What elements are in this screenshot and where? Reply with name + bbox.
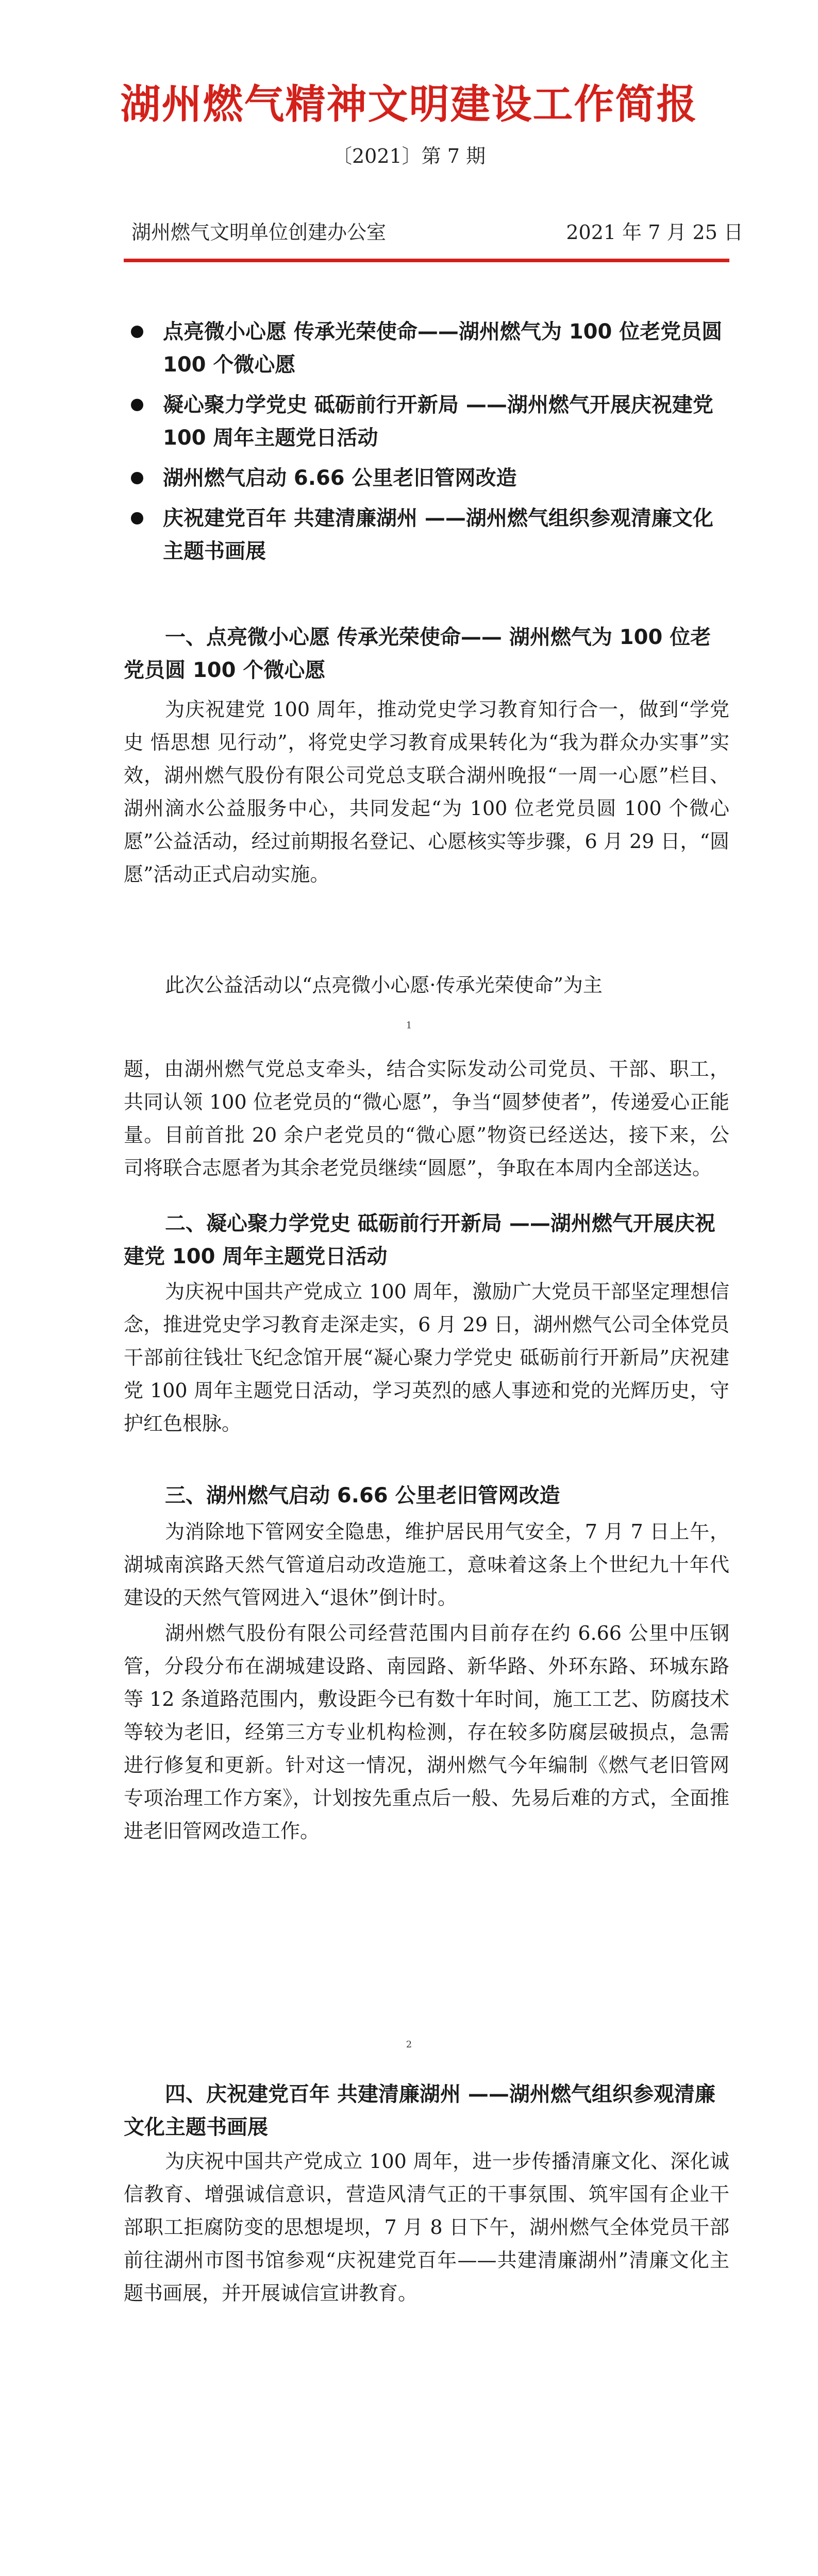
toc-item (128, 502, 726, 568)
toc-item (128, 388, 726, 454)
issue-date: 2021 年 7 月 25 日 (566, 221, 743, 244)
table-of-contents (128, 315, 726, 575)
section-1-paragraph: 为庆祝建党 100 周年，推动党史学习教育知行合一，做到“学党史 悟思想 见行动”，将党史学习教育成果转化为“我为群众办实事”实效，湖州燃气股份有限公司党总支联合湖州晚报“一周一心愿”栏目、湖州滴水公益服务中心，共同发起“为 100 位老党员圆 100 个微心愿”公益活动，经过前期报名登记、心愿核实等步骤，6 月 29 日，“圆愿”活动正式启动实施。 (124, 698, 729, 886)
section-1-paragraph: 此次公益活动以“点亮微小心愿·传承光荣使命”为主 (165, 974, 603, 996)
section-3-paragraph: 为消除地下管网安全隐患，维护居民用气安全，7 月 7 日上午，湖城南滨路天然气管道启动改造施工，意味着这条上个世纪九十年代建设的天然气管网进入“退休”倒计时。 (124, 1520, 729, 1609)
section-1-paragraph-continued: 题，由湖州燃气党总支牵头，结合实际发动公司党员、干部、职工，共同认领 100 位老党员的“微心愿”，争当“圆梦使者”，传递爱心正能量。目前首批 20 余户老党员的“微心愿”物资已经送达，接下来，公司将联合志愿者为其余老党员继续“圆愿”，争取在本周内全部送达。 (124, 1058, 729, 1179)
bullet-icon (131, 326, 143, 338)
page-2 (0, 1037, 818, 2057)
bullet-icon (131, 472, 143, 484)
section-2-paragraph: 为庆祝中国共产党成立 100 周年，激励广大党员干部坚定理想信念，推进党史学习教育走深走实，6 月 29 日，湖州燃气公司全体党员干部前往钱壮飞纪念馆开展“凝心聚力学党史 砥砺前行开新局”庆祝建党 100 周年主题党日活动，学习英烈的感人事迹和党的光辉历史，守护红色根脉。 (124, 1280, 729, 1435)
newsletter-title: 湖州燃气精神文明建设工作简报 (120, 81, 698, 128)
issuing-office: 湖州燃气文明单位创建办公室 (131, 221, 387, 244)
section-2-heading: 二、凝心聚力学党史 砥砺前行开新局 ——湖州燃气开展庆祝建党 100 周年主题党日活动 (124, 1212, 715, 1268)
page-number: 2 (406, 2039, 412, 2050)
toc-item-text: 凝心聚力学党史 砥砺前行开新局 ——湖州燃气开展庆祝建党 100 周年主题党日活动 (163, 393, 713, 450)
toc-item (128, 315, 726, 381)
toc-item-text: 庆祝建党百年 共建清廉湖州 ——湖州燃气组织参观清廉文化主题书画展 (163, 506, 713, 563)
section-3-heading: 三、湖州燃气启动 6.66 公里老旧管网改造 (165, 1484, 560, 1507)
section-3-paragraph: 湖州燃气股份有限公司经营范围内目前存在约 6.66 公里中压钢管，分段分布在湖城建设路、南园路、新华路、外环东路、环城东路等 12 条道路范围内，敷设距今已有数十年时间，施工工艺、防腐技术等较为老旧，经第三方专业机构检测，存在较多防腐层破损点，急需进行修复和更新。针对这一情况，湖州燃气今年编制《燃气老旧管网专项治理工作方案》，计划按先重点后一般、先易后难的方式，全面推进老旧管网改造工作。 (124, 1622, 729, 1842)
toc-item-text: 湖州燃气启动 6.66 公里老旧管网改造 (163, 466, 517, 490)
toc-item-text: 点亮微小心愿 传承光荣使命——湖州燃气为 100 位老党员圆 100 个微心愿 (163, 320, 723, 377)
bullet-icon (131, 512, 143, 524)
section-1-heading: 一、点亮微小心愿 传承光荣使命—— 湖州燃气为 100 位老党员圆 100 个微心愿 (124, 625, 711, 682)
bullet-icon (131, 399, 143, 411)
issue-number: 〔2021〕第 7 期 (332, 145, 486, 167)
red-divider (124, 259, 729, 262)
section-4-paragraph: 为庆祝中国共产党成立 100 周年，进一步传播清廉文化、深化诚信教育、增强诚信意识，营造风清气正的干事氛围、筑牢国有企业干部职工拒腐防变的思想堤坝，7 月 8 日下午，湖州燃气全体党员干部前往湖州市图书馆参观“庆祝建党百年——共建清廉湖州”清廉文化主题书画展，并开展诚信宣讲教育。 (124, 2150, 729, 2304)
toc-item (128, 462, 726, 495)
section-4-heading: 四、庆祝建党百年 共建清廉湖州 ——湖州燃气组织参观清廉文化主题书画展 (124, 2082, 715, 2139)
page-number: 1 (406, 1020, 412, 1031)
page-1 (0, 0, 818, 1037)
page-3 (0, 2057, 818, 2576)
